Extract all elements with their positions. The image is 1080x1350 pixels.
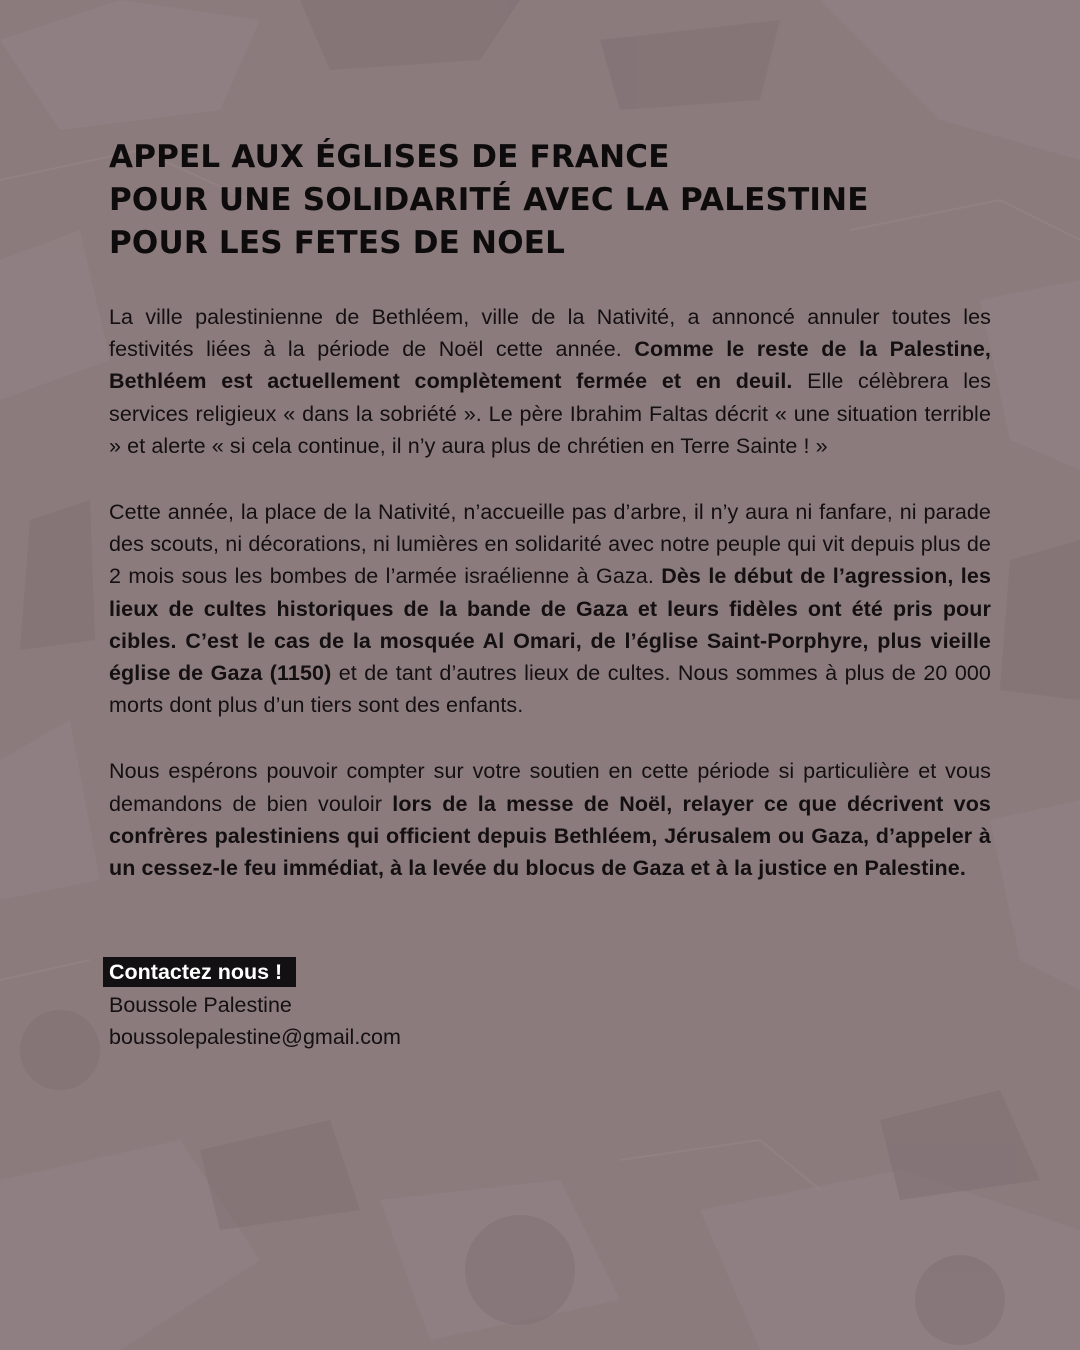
paragraph-nativity-square — [109, 496, 991, 721]
text-segment: Elle célèbrera les services religieux « dans la sobriété ». Le père Ibrahim Faltas décrit « une situation terrible » et alerte « si cela continue, il n’y aura plus de chrétien en Terre Sainte ! » — [109, 369, 991, 458]
paragraph-bethlehem — [109, 301, 991, 462]
title-line-1: APPEL AUX ÉGLISES DE FRANCE — [109, 139, 670, 175]
page-title — [109, 136, 991, 265]
document-body — [109, 136, 991, 1054]
bold-text-segment: Comme le reste de la Palestine, Bethléem est actuellement complètement fermée et en deuil. — [109, 337, 991, 394]
paragraph-appeal — [109, 755, 991, 884]
bold-text-segment: Dès le début de l’agression, les lieux de cultes historiques de la bande de Gaza et leurs fidèles ont été pris pour cibles. C’est le cas de la mosquée Al Omari, de l’église Saint-Porphyre, plus vieille église de Gaza (1150) — [109, 564, 991, 686]
contact-email[interactable]: boussolepalestine@gmail.com — [109, 1025, 401, 1050]
text-segment: La ville palestinienne de Bethléem, ville de la Nativité, a annoncé annuler toutes les festivités liées à la période de Noël cette année. — [109, 305, 991, 362]
text-segment: et de tant d’autres lieux de cultes. Nous sommes à plus de 20 000 morts dont plus d’un tiers sont des enfants. — [109, 661, 991, 718]
title-line-2: POUR UNE SOLIDARITÉ AVEC LA PALESTINE — [109, 182, 869, 218]
title-line-3: POUR LES FETES DE NOEL — [109, 225, 566, 261]
text-segment: Nous espérons pouvoir compter sur votre soutien en cette période si particulière et vous demandons de bien vouloir — [109, 759, 991, 816]
bold-text-segment: lors de la messe de Noël, relayer ce que décrivent vos confrères palestiniens qui officient depuis Bethléem, Jérusalem ou Gaza, d’appeler à un cessez-le feu immédiat, à la levée du blocus de Gaza et à la justice en Palestine. — [109, 791, 991, 881]
contact-block — [109, 956, 991, 1054]
contact-label: Contactez nous ! — [103, 957, 296, 987]
text-segment: Cette année, la place de la Nativité, n’accueille pas d’arbre, il n’y aura ni fanfare, ni parade des scouts, ni décorations, ni lumières en solidarité avec notre peuple qui vit depuis plus de 2 mois sous les bombes de l’armée israélienne à Gaza. — [109, 500, 991, 589]
contact-name: Boussole Palestine — [109, 992, 292, 1017]
